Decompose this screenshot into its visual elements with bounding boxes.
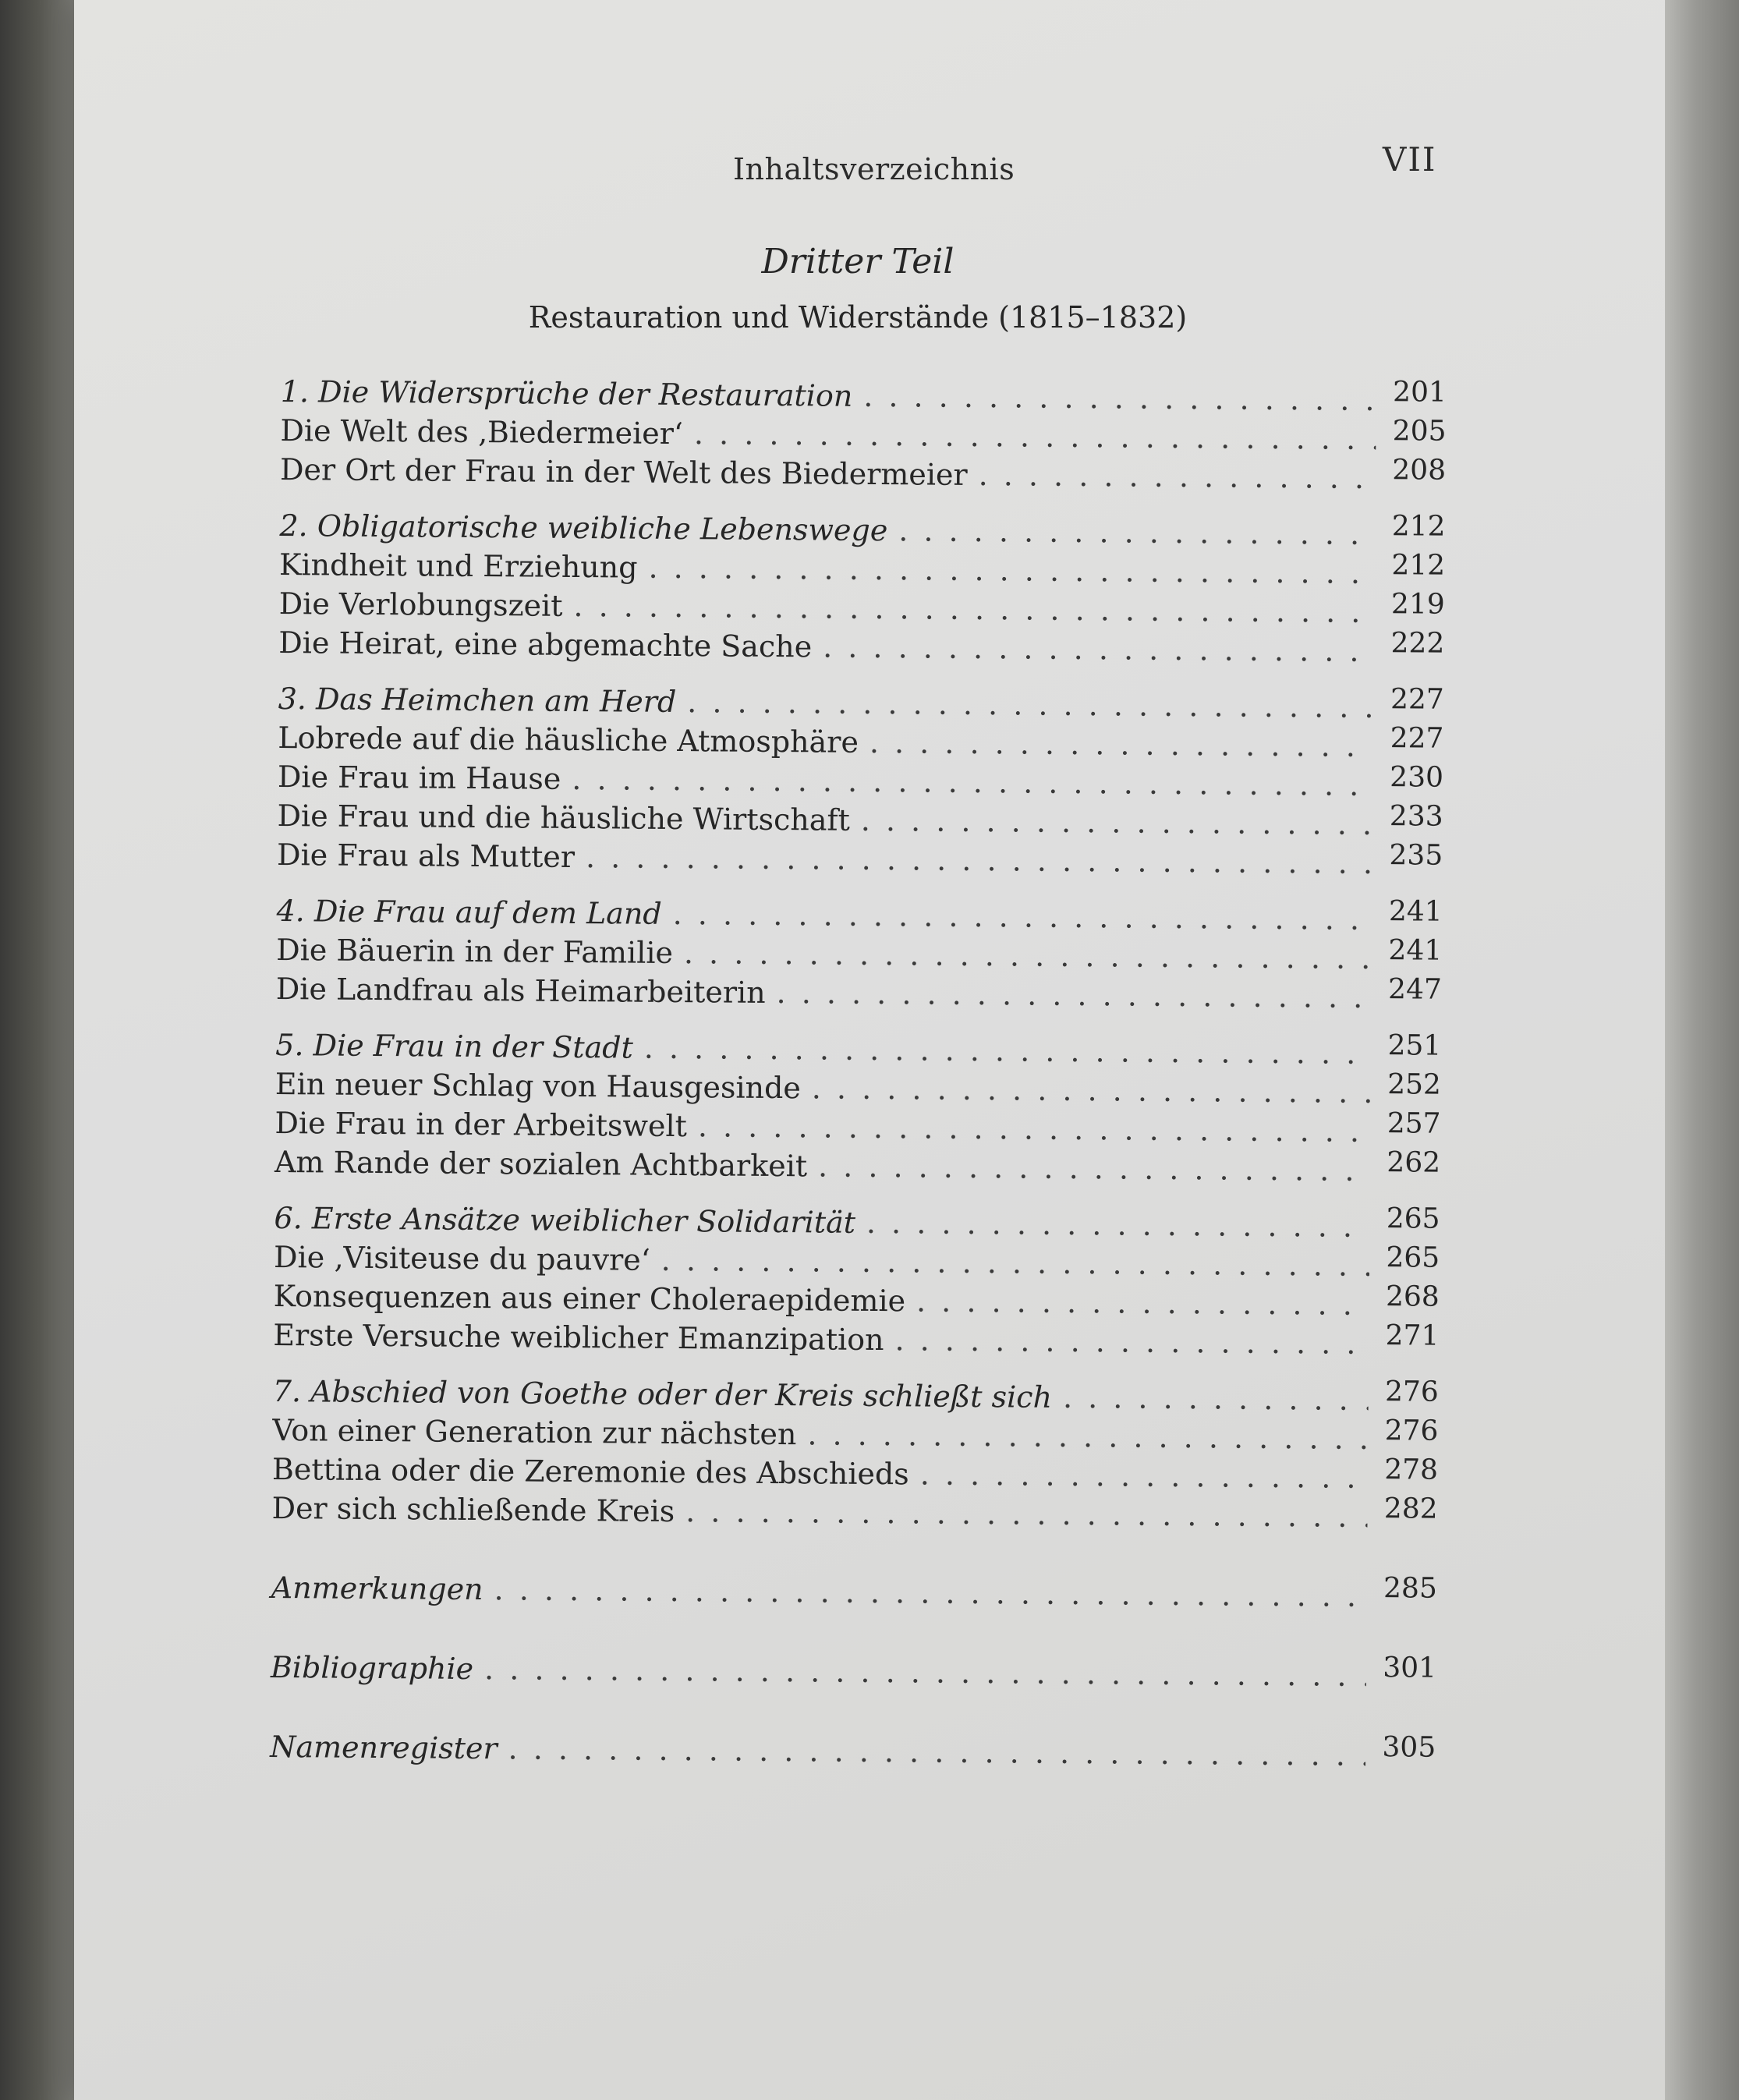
toc-page-number: 227 bbox=[1390, 722, 1444, 755]
toc-leader-dots bbox=[685, 1494, 1368, 1534]
book-page bbox=[74, 0, 1665, 2100]
toc-chapter-3 bbox=[277, 682, 1444, 886]
toc-entry-label: Kindheit und Erziehung bbox=[278, 547, 638, 585]
toc-page-number: 252 bbox=[1387, 1068, 1442, 1101]
toc-leader-dots bbox=[573, 589, 1374, 629]
toc-leader-dots bbox=[694, 416, 1376, 456]
toc-page-number: 230 bbox=[1390, 761, 1444, 794]
toc-page-number: 265 bbox=[1386, 1202, 1440, 1235]
toc-leader-dots bbox=[818, 1149, 1370, 1188]
toc-leader-dots bbox=[916, 1284, 1369, 1322]
toc-page-number: 285 bbox=[1383, 1572, 1437, 1605]
toc-leader-dots bbox=[687, 685, 1374, 724]
toc-leader-dots bbox=[1063, 1380, 1369, 1417]
toc-page-number: 241 bbox=[1388, 934, 1443, 967]
toc-entry-label: 2. Obligatorische weibliche Lebenswege bbox=[279, 508, 888, 548]
toc-entry bbox=[274, 1145, 1440, 1193]
toc-chapter-1 bbox=[280, 374, 1447, 501]
toc-page-number: 212 bbox=[1391, 549, 1446, 582]
toc-page-number: 265 bbox=[1386, 1241, 1440, 1274]
toc-page-number: 278 bbox=[1384, 1454, 1439, 1486]
toc-entry bbox=[277, 838, 1443, 886]
toc-entry-label: Die Frau und die häusliche Wirtschaft bbox=[277, 798, 851, 838]
toc-entry-label: Die Frau als Mutter bbox=[276, 837, 576, 874]
toc-entry-label: 3. Das Heimchen am Herd bbox=[278, 681, 677, 719]
toc-entry-label: Die Bäuerin in der Familie bbox=[276, 932, 674, 970]
toc-page-number: 233 bbox=[1389, 800, 1443, 833]
toc-entry-label: Die Frau in der Arbeitswelt bbox=[274, 1105, 688, 1144]
toc-page-number: 301 bbox=[1383, 1652, 1437, 1684]
toc-entry-label: Die Heirat, eine abgemachte Sache bbox=[278, 625, 813, 664]
toc-page-number: 222 bbox=[1390, 627, 1445, 660]
toc-back-matter-notes bbox=[271, 1571, 1437, 1619]
toc-page-number: 247 bbox=[1387, 973, 1443, 1006]
toc-entry-label: 4. Die Frau auf dem Land bbox=[276, 893, 662, 931]
toc-leader-dots bbox=[920, 1457, 1368, 1495]
toc-page-number: 227 bbox=[1390, 683, 1444, 716]
toc-chapter-2 bbox=[278, 508, 1446, 674]
toc-page-number: 271 bbox=[1385, 1319, 1440, 1352]
toc-leader-dots bbox=[870, 725, 1374, 763]
toc-page-number: 219 bbox=[1390, 588, 1445, 621]
toc-chapter-7 bbox=[271, 1374, 1439, 1539]
toc-leader-dots bbox=[861, 803, 1373, 841]
toc-leader-dots bbox=[807, 1417, 1368, 1456]
toc-entry bbox=[278, 625, 1444, 674]
toc-leader-dots bbox=[823, 629, 1374, 668]
table-of-contents bbox=[270, 374, 1447, 1795]
toc-back-matter-index bbox=[270, 1730, 1436, 1778]
toc-page-number: 276 bbox=[1384, 1415, 1439, 1447]
toc-back-matter-entry bbox=[271, 1571, 1437, 1619]
toc-entry-label: Die Frau im Hause bbox=[277, 759, 561, 796]
toc-back-matter-entry bbox=[271, 1650, 1436, 1698]
toc-entry-label: 5. Die Frau in der Stadt bbox=[275, 1027, 633, 1065]
page-edge bbox=[1665, 0, 1739, 2100]
toc-leader-dots bbox=[572, 762, 1373, 802]
toc-entry bbox=[280, 452, 1446, 501]
toc-entry-label: Der sich schließende Kreis bbox=[271, 1490, 675, 1529]
toc-entry-label: Ein neuer Schlag von Hausgesinde bbox=[274, 1066, 802, 1106]
toc-entry-label: Bettina oder die Zeremonie des Abschieds bbox=[271, 1451, 909, 1492]
toc-page-number: 201 bbox=[1392, 376, 1447, 409]
toc-leader-dots bbox=[684, 936, 1372, 976]
toc-page-number: 241 bbox=[1388, 895, 1443, 928]
toc-leader-dots bbox=[661, 1243, 1370, 1283]
toc-leader-dots bbox=[698, 1109, 1371, 1149]
toc-entry-label: Lobrede auf die häusliche Atmosphäre bbox=[278, 720, 859, 760]
toc-leader-dots bbox=[508, 1731, 1365, 1772]
toc-leader-dots bbox=[978, 458, 1376, 495]
toc-leader-dots bbox=[484, 1652, 1366, 1693]
toc-page-number: 276 bbox=[1384, 1376, 1439, 1408]
toc-page-number: 212 bbox=[1391, 510, 1446, 543]
toc-chapter-4 bbox=[276, 894, 1443, 1020]
toc-leader-dots bbox=[673, 897, 1372, 937]
toc-back-matter-bibliography bbox=[271, 1650, 1436, 1698]
toc-entry-label: Konsequenzen aus einer Choleraepidemie bbox=[273, 1278, 906, 1319]
toc-entry-label: Namenregister bbox=[270, 1729, 498, 1766]
toc-entry-label: 1. Die Widersprüche der Restauration bbox=[280, 374, 853, 413]
toc-entry bbox=[276, 972, 1442, 1020]
toc-entry-label: 7. Abschied von Goethe oder der Kreis schließt sich bbox=[272, 1373, 1053, 1415]
toc-leader-dots bbox=[586, 840, 1372, 880]
toc-leader-dots bbox=[863, 379, 1376, 417]
toc-page-number: 205 bbox=[1392, 415, 1447, 448]
toc-leader-dots bbox=[898, 513, 1375, 551]
part-subtitle: Restauration und Widerstände (1815–1832) bbox=[528, 300, 1188, 335]
toc-entry-label: Die Verlobungszeit bbox=[278, 586, 563, 623]
toc-leader-dots bbox=[776, 976, 1371, 1015]
toc-chapter-5 bbox=[274, 1028, 1442, 1193]
running-head: Inhaltsverzeichnis bbox=[733, 152, 1015, 186]
part-title: Dritter Teil bbox=[761, 242, 955, 282]
toc-entry-label: Die Landfrau als Heimarbeiterin bbox=[275, 971, 766, 1010]
toc-leader-dots bbox=[812, 1071, 1371, 1110]
toc-page-number: 305 bbox=[1382, 1731, 1436, 1764]
toc-page-number: 235 bbox=[1389, 839, 1443, 872]
toc-entry-label: Erste Versuche weiblicher Emanzipation bbox=[273, 1317, 884, 1358]
toc-page-number: 268 bbox=[1385, 1280, 1440, 1313]
toc-entry-label: Die Welt des ‚Biedermeier‘ bbox=[280, 413, 684, 452]
toc-entry-label: Am Rande der sozialen Achtbarkeit bbox=[274, 1144, 808, 1184]
toc-page-number: 257 bbox=[1387, 1107, 1441, 1140]
toc-entry-label: 6. Erste Ansätze weiblicher Solidarität bbox=[274, 1200, 856, 1240]
toc-leader-dots bbox=[894, 1323, 1369, 1361]
toc-entry-label: Bibliographie bbox=[270, 1649, 474, 1686]
toc-entry-label: Von einer Generation zur nächsten bbox=[272, 1412, 797, 1452]
toc-leader-dots bbox=[866, 1206, 1370, 1244]
toc-page-number: 262 bbox=[1387, 1146, 1441, 1179]
toc-page-number: 208 bbox=[1392, 454, 1447, 487]
toc-leader-dots bbox=[644, 1031, 1372, 1071]
toc-leader-dots bbox=[494, 1572, 1366, 1613]
toc-back-matter-entry bbox=[270, 1730, 1436, 1778]
toc-entry bbox=[271, 1491, 1437, 1539]
page-number: VII bbox=[1383, 140, 1437, 179]
toc-chapter-6 bbox=[273, 1201, 1440, 1366]
toc-page-number: 282 bbox=[1383, 1493, 1438, 1525]
toc-page-number: 251 bbox=[1387, 1029, 1442, 1062]
toc-entry-label: Anmerkungen bbox=[271, 1570, 483, 1607]
toc-entry-label: Der Ort der Frau in der Welt des Biedermeier bbox=[279, 452, 968, 492]
toc-entry bbox=[273, 1318, 1439, 1366]
toc-leader-dots bbox=[648, 551, 1375, 590]
toc-entry-label: Die ‚Visiteuse du pauvre‘ bbox=[273, 1239, 650, 1277]
